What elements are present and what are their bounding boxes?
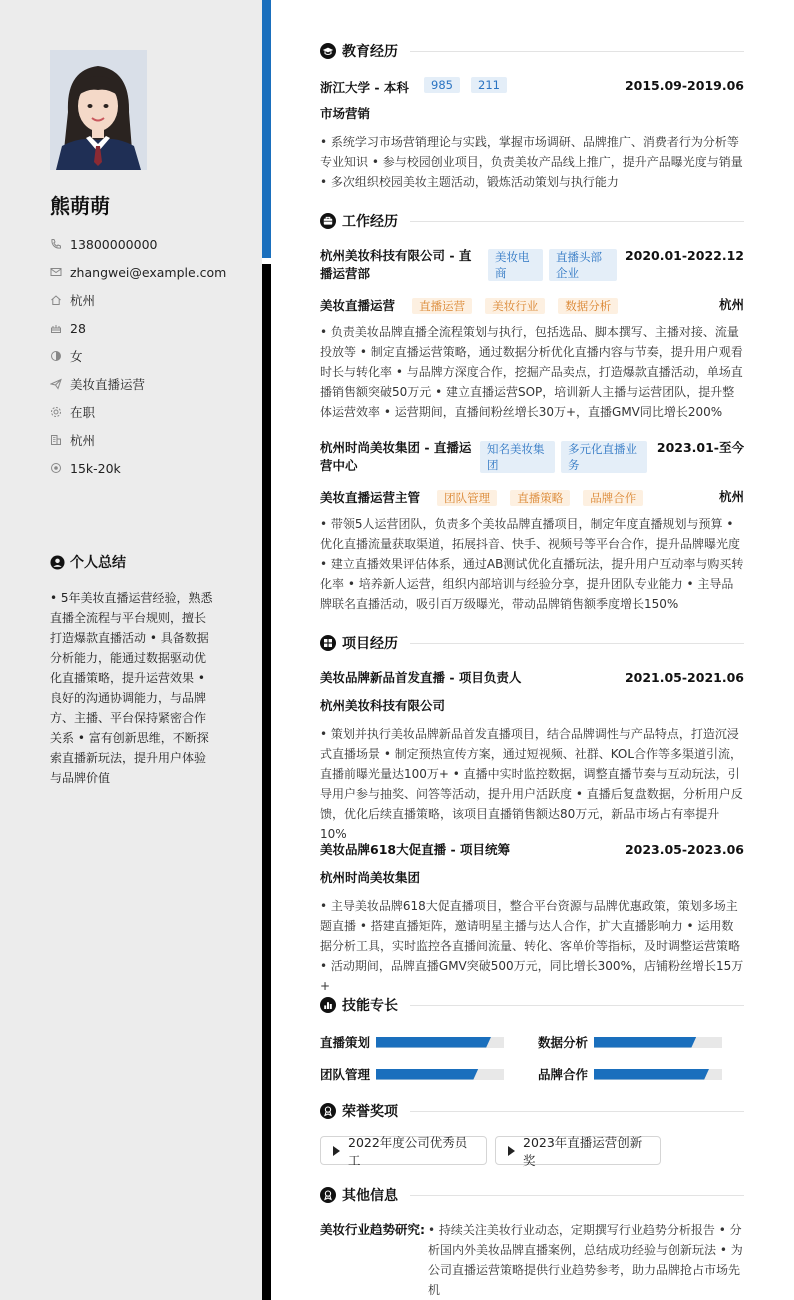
work-role-tag: 直播运营 (412, 298, 472, 314)
info-city-value: 杭州 (70, 433, 96, 448)
award-chip (495, 1134, 661, 1168)
work-role-tag: 直播策略 (510, 490, 570, 506)
send-icon (50, 378, 62, 390)
skill-bar-fill (376, 1069, 478, 1080)
summary-title: 个人总结 (70, 555, 126, 571)
project-desc: • 主导美妆品牌618大促直播项目，整合平台资源与品牌优惠政策，策划多场主题直播 • 搭建直播矩阵，邀请明星主播与达人合作，扩大直播影响力 • 运用数据分析工具，实时监控各直播间流量、转化、客单价等指标，及时调整运营策略 • 活动期间，品牌直播GMV突破500万元，同比增长300%，店铺粉丝增长15万+ (320, 899, 744, 993)
grid-icon (320, 635, 336, 651)
education-tag: 985 (424, 77, 460, 93)
project-date: 2021.05-2021.06 (624, 670, 744, 685)
project-desc: • 策划并执行美妆品牌新品首发直播项目，结合品牌调性与产品特点，打造沉浸式直播场景 • 制定预热宣传方案，通过短视频、社群、KOL合作等多渠道引流，直播前曝光量达100万+ • 直播中实时监控数据，调整直播节奏与互动玩法，引导用户参与抽奖、问答等活动，提升用户活跃度 • 直播后复盘数据，分析用户反馈，优化后续直播策略，该项目直播销售额达80万元，新品市场占有率提升10% (320, 727, 743, 841)
project-name: 美妆品牌618大促直播 - 项目统筹 (320, 842, 510, 857)
award-label: 2023年直播运营创新奖 (523, 1134, 643, 1168)
work-item-header (320, 247, 744, 287)
work-company-tags (482, 249, 617, 281)
skill-bar-fill (376, 1037, 491, 1048)
project-header (320, 841, 744, 859)
info-age (50, 314, 250, 342)
building-icon (50, 434, 62, 446)
info-position-value: 美妆直播运营 (70, 377, 146, 392)
user-icon (50, 555, 65, 570)
salary-icon (50, 462, 62, 474)
work-title: 工作经历 (342, 214, 398, 230)
other-rule (410, 1195, 744, 1196)
skill-bar (594, 1037, 722, 1048)
skill-name: 数据分析 (538, 1035, 589, 1050)
contact-info-list (50, 230, 250, 482)
info-email-value: zhangwei@example.com (70, 264, 227, 280)
education-heading (320, 41, 744, 61)
project-date: 2023.05-2023.06 (624, 842, 744, 857)
skill-bar (594, 1069, 722, 1080)
skill-bar (376, 1037, 504, 1048)
work-rule (410, 221, 744, 222)
projects-rule (410, 643, 744, 644)
projects-title: 项目经历 (342, 636, 398, 652)
skill-item (320, 1033, 504, 1051)
work-role-tag: 团队管理 (437, 490, 497, 506)
work-company-tag: 直播头部企业 (549, 249, 617, 281)
mail-icon (50, 266, 62, 278)
skill-item (538, 1033, 722, 1051)
work-role-tag: 品牌合作 (583, 490, 643, 506)
project-company: 杭州时尚美妆集团 (320, 870, 421, 885)
graduation-cap-icon (320, 43, 336, 59)
work-city: 杭州 (718, 489, 744, 504)
skill-item (538, 1065, 722, 1083)
projects-heading (320, 633, 744, 653)
briefcase-icon (320, 213, 336, 229)
gender-icon (50, 350, 62, 362)
project-company: 杭州美妆科技有限公司 (320, 698, 446, 713)
info-position (50, 370, 250, 398)
work-role-tag: 数据分析 (558, 298, 618, 314)
play-icon (508, 1146, 515, 1156)
work-company-tag: 多元化直播业务 (561, 441, 647, 473)
education-major: 市场营销 (320, 106, 371, 121)
summary-heading (50, 552, 126, 572)
awards-heading (320, 1101, 744, 1121)
work-date: 2023.01-至今 (656, 440, 744, 455)
work-company-tag: 美妆电商 (488, 249, 543, 281)
home-icon (50, 294, 62, 306)
play-icon (333, 1146, 340, 1156)
info-status (50, 398, 250, 426)
work-date: 2020.01-2022.12 (624, 248, 744, 263)
work-company-tag: 知名美妆集团 (480, 441, 555, 473)
skills-title: 技能专长 (342, 998, 398, 1014)
skill-name: 直播策划 (320, 1035, 371, 1050)
info-email (50, 258, 250, 286)
project-name: 美妆品牌新品首发直播 - 项目负责人 (320, 670, 522, 685)
awards-title: 荣誉奖项 (342, 1104, 398, 1120)
skills-rule (410, 1005, 744, 1006)
education-school: 浙江大学 - 本科 (320, 80, 409, 95)
other-title: 其他信息 (342, 1188, 398, 1204)
skill-item (320, 1065, 504, 1083)
skill-bar-fill (594, 1069, 709, 1080)
badge-icon (320, 1187, 336, 1203)
education-header (320, 77, 744, 97)
info-salary-value: 15k-20k (70, 460, 121, 476)
summary-text: • 5年美妆直播运营经验，熟悉直播全流程与平台规则，擅长打造爆款直播活动 • 具备数据分析能力，能通过数据驱动优化直播策略，提升运营效果 • 良好的沟通协调能力，与品牌方、主播、平台保持紧密合作关系 • 富有创新思维，不断探索直播新玩法，提升用户体验与品牌价值 (50, 591, 213, 785)
work-role: 美妆直播运营 (320, 298, 396, 313)
work-role-tag: 美妆行业 (485, 298, 545, 314)
info-salary (50, 454, 250, 482)
info-phone-value: 13800000000 (70, 236, 158, 252)
award-icon (320, 1103, 336, 1119)
education-title: 教育经历 (342, 44, 398, 60)
work-city: 杭州 (718, 297, 744, 312)
awards-rule (410, 1111, 744, 1112)
other-text: • 持续关注美妆行业动态，定期撰写行业趋势分析报告 • 分析国内外美妆品牌直播案例，总结成功经验与创新玩法 • 为公司直播运营策略提供行业趋势参考，助力品牌抢占市场先机 (428, 1223, 743, 1297)
work-role-row (320, 295, 744, 315)
other-heading (320, 1185, 744, 1205)
work-role-row (320, 487, 744, 507)
info-gender (50, 342, 250, 370)
skills-heading (320, 995, 744, 1015)
work-company: 杭州美妆科技有限公司 - 直播运营部 (320, 248, 472, 281)
work-desc: • 负责美妆品牌直播全流程策划与执行，包括选品、脚本撰写、主播对接、流量投放等 • 制定直播运营策略，通过数据分析优化直播内容与节奏，提升用户观看时长与转化率 • 与品牌方深度合作，挖掘产品卖点，打造爆款直播活动，单场直播销售额突破50万元 • 建立直播运营SOP，培训新人主播与运营团队，提升整体运营效率 • 运营期间，直播间粉丝增长30万+，直播GMV同比增长200% (320, 325, 743, 419)
info-home-value: 杭州 (70, 293, 96, 308)
work-heading (320, 211, 744, 231)
status-icon (50, 406, 62, 418)
info-phone (50, 230, 250, 258)
work-item-header (320, 439, 744, 479)
education-desc: • 系统学习市场营销理论与实践，掌握市场调研、品牌推广、消费者行为分析等专业知识 • 参与校园创业项目，负责美妆产品线上推广，提升产品曝光度与销量 • 多次组织校园美妆主题活动，锻炼活动策划与执行能力 (320, 135, 743, 189)
skill-name: 团队管理 (320, 1067, 371, 1082)
education-tag: 211 (471, 77, 507, 93)
award-chip (320, 1134, 487, 1168)
info-home (50, 286, 250, 314)
other-label: 美妆行业趋势研究: (320, 1222, 425, 1237)
work-role: 美妆直播运营主管 (320, 490, 421, 505)
skill-bar-fill (594, 1037, 696, 1048)
work-company: 杭州时尚美妆集团 - 直播运营中心 (320, 440, 472, 473)
education-date: 2015.09-2019.06 (624, 78, 744, 93)
bar-chart-icon (320, 997, 336, 1013)
project-header (320, 669, 744, 687)
education-rule (410, 51, 744, 52)
skill-name: 品牌合作 (538, 1067, 589, 1082)
phone-icon (50, 238, 62, 250)
info-city (50, 426, 250, 454)
cake-icon (50, 322, 62, 334)
info-gender-value: 女 (70, 349, 83, 364)
info-age-value: 28 (70, 320, 86, 336)
info-status-value: 在职 (70, 405, 96, 420)
divider-gap (262, 258, 271, 264)
profile-name: 熊萌萌 (50, 194, 110, 218)
work-company-tags (474, 441, 647, 473)
divider-accent (262, 0, 271, 258)
award-label: 2022年度公司优秀员工 (348, 1134, 468, 1168)
skill-bar (376, 1069, 504, 1080)
avatar (50, 50, 147, 170)
work-desc: • 带领5人运营团队，负责多个美妆品牌直播项目，制定年度直播规划与预算 • 优化直播流量获取渠道，拓展抖音、快手、视频号等平台合作，提升品牌曝光度 • 建立直播效果评估体系，通过AB测试优化直播玩法，提升用户互动率与购买转化率 • 培养新人运营，组织内部培训与经验分享，提升团队专业能力 • 主导品牌联名直播活动，吸引百万级曝光，带动品牌销售额季度增长150% (320, 517, 744, 611)
